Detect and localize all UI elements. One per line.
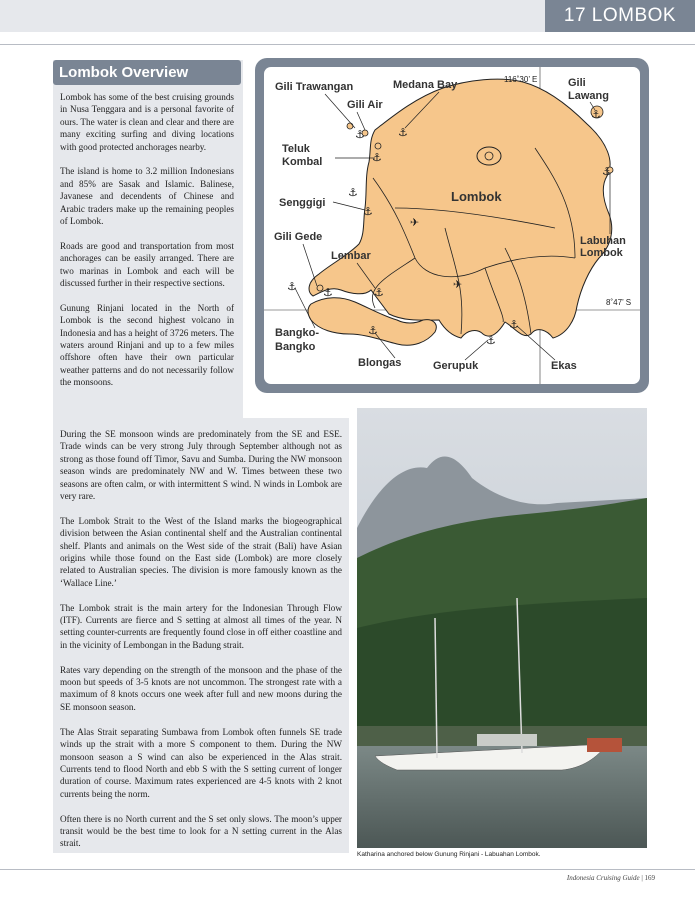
- paragraph: Often there is no North current and the S set only slows. The moon’s upper transit would be the best time to look for a N setting current in the Alas strait.: [60, 813, 342, 849]
- airport-icon: ✈: [410, 216, 420, 229]
- boat-cabin: [477, 734, 537, 746]
- label-gili-air: Gili Air: [347, 99, 383, 111]
- chapter-tab: 17 LOMBOK: [545, 0, 695, 32]
- label-gili-gede: Gili Gede: [274, 231, 323, 243]
- overview-text: [60, 91, 234, 401]
- anchor-icon: ⚓: [368, 324, 378, 337]
- label-lawang: Lawang: [568, 90, 609, 102]
- label-lombok-island: Lombok: [451, 189, 502, 204]
- anchor-icon: ⚓: [602, 165, 612, 178]
- anchor-icon: ⚓: [486, 334, 496, 347]
- photo-caption: Katharina anchored below Gunung Rinjani - Labuahan Lombok.: [357, 851, 541, 858]
- anchor-icon: ⚓: [287, 280, 297, 293]
- gili-island: [375, 143, 381, 149]
- anchor-icon: ⚓: [363, 205, 373, 218]
- anchored-boat-photo: [357, 408, 647, 848]
- label-ekas: Ekas: [551, 360, 577, 372]
- lombok-map: [255, 58, 649, 393]
- label-gerupuk: Gerupuk: [433, 360, 479, 372]
- label-bangko-1: Bangko-: [275, 327, 319, 339]
- anchor-icon: ⚓: [372, 151, 382, 164]
- label-kombal: Kombal: [282, 156, 323, 168]
- label-teluk: Teluk: [282, 143, 310, 155]
- book-title: Indonesia Cruising Guide: [566, 874, 640, 882]
- label-gili-trawangan: Gili Trawangan: [275, 81, 354, 93]
- gili-island: [347, 123, 353, 129]
- anchor-icon: ⚓: [323, 286, 333, 299]
- page-footer: [567, 874, 655, 882]
- airport-icon: ✈: [453, 278, 463, 291]
- header-divider: [0, 44, 695, 45]
- label-lembar: Lembar: [331, 250, 371, 262]
- anchor-icon: ⚓: [591, 108, 601, 121]
- anchor-icon: ⚓: [398, 126, 408, 139]
- label-bangko-2: Bangko: [275, 341, 316, 353]
- overview-title: Lombok Overview: [53, 60, 241, 85]
- distant-boat: [587, 738, 622, 752]
- anchor-icon: ⚓: [374, 286, 384, 299]
- label-medana-bay: Medana Bay: [393, 79, 458, 91]
- anchor-icon: ⚓: [348, 186, 358, 199]
- footer-divider: [0, 869, 695, 870]
- paragraph: Rates vary depending on the strength of the monsoon and the phase of the moon but speeds of 3-5 knots are not uncommon. The strongest rate with a maximum of 8 knots occurs one week after full and new moons during the SE monsoon season.: [60, 664, 342, 712]
- paragraph: During the SE monsoon winds are predominately from the SE and ESE. Trade winds can be very strong July through September although not as strong as those found off Timor, Savu and Sumba. During the NW monsoon season winds are predominately NW and W. Times between these two seasons are often calm, or with intermittent S wind. N winds in Lombok are very rare.: [60, 429, 342, 502]
- paragraph: The Alas Strait separating Sumbawa from Lombok often funnels SE trade winds up the strait with a more S component to them. During the NW monsoon season a S wind can also be experienced in the Alas strait. Currents tend to flood North and ebb S with the S setting current of longer duration of course. Maximum rates experienced are 4-5 knots with 2 knot currents being the norm.: [60, 726, 342, 799]
- paragraph: Roads are good and transportation from most anchorages can be easily arranged. There are two marinas in Lombok and each will be discussed further in their respective sections.: [60, 240, 234, 289]
- label-gili: Gili: [568, 77, 586, 89]
- footer-separator: |: [641, 874, 643, 882]
- paragraph: The Lombok strait is the main artery for the Indonesian Through Flow (ITF). Currents are fierce and S setting at almost all times of the year. N setting counter-currents are frequently found close in off either coastline and in the vicinity of Lembongan in the Badung strait.: [60, 602, 342, 650]
- page-number: 169: [644, 874, 655, 882]
- label-labuhan-lombok: Lombok: [580, 247, 623, 259]
- label-blongas: Blongas: [358, 357, 402, 369]
- anchor-icon: ⚓: [509, 318, 519, 331]
- paragraph: Gunung Rinjani located in the North of Lombok is the second highest volcano in Indonesia and has a height of 3726 meters. The waters around Rinjani and up to a few miles offshore often have their own particular weather patterns and do not necessarily follow the monsoons.: [60, 302, 234, 388]
- paragraph: The island is home to 3.2 million Indonesians and 85% are Sasak and Islamic. Balinese, Javanese and decendents of Chinese and Arabic traders make up the remaining peoples of Lombok.: [60, 166, 234, 227]
- latitude-label: 8˚47’ S: [606, 298, 632, 307]
- paragraph: Lombok has some of the best cruising grounds in Nusa Tenggara and is a personal favorite of ours. The water is clean and clear and there are many exciting surfing and diving locations with good protected anchorages nearby.: [60, 92, 234, 152]
- anchor-icon: ⚓: [355, 128, 365, 141]
- longitude-label: 116˚30’ E: [504, 75, 538, 84]
- label-labuhan: Labuhan: [580, 235, 626, 247]
- body-text: [60, 428, 342, 862]
- label-senggigi: Senggigi: [279, 197, 326, 209]
- paragraph: The Lombok Strait to the West of the Island marks the biogeographical division between the Asian continental shelf and the Australian continental shelf. Plants and animals on the West side of the strait (Bali) have Asian origins while those found on the East side (Lombok) are more closely related to Australian species. The division is more famously known as the ‘Wallace Line.’: [60, 515, 342, 588]
- forest-slope: [357, 598, 647, 748]
